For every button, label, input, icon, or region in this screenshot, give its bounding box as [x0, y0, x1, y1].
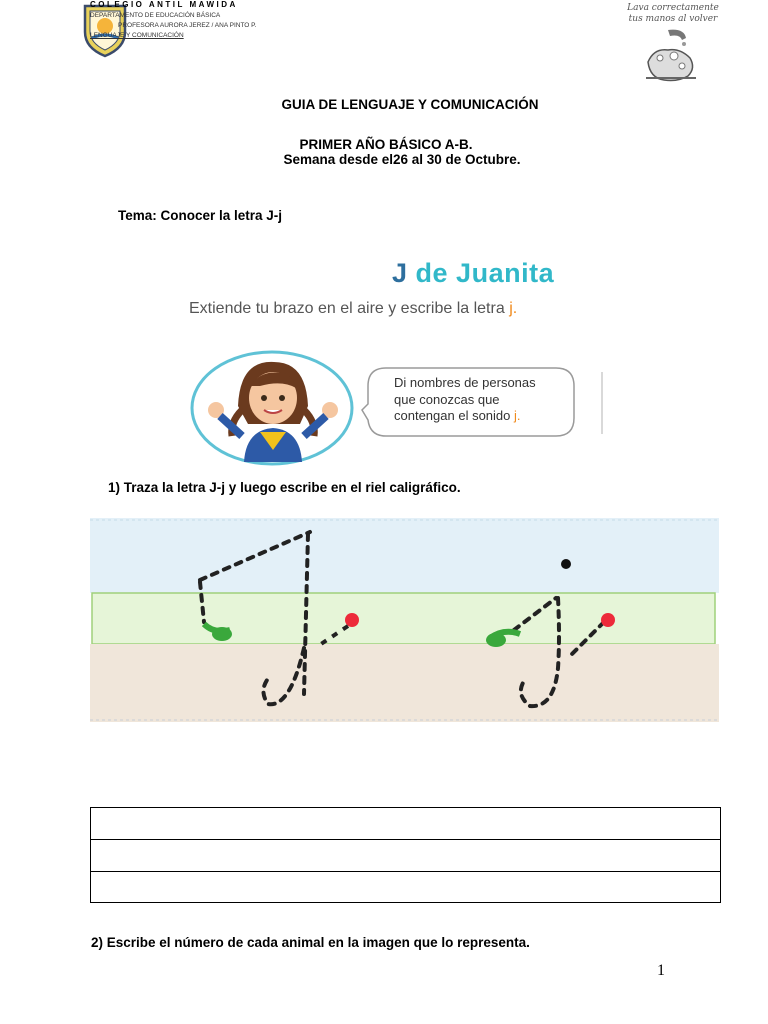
lesson-instruction-text: Extiende tu brazo en el aire y escribe la letra [189, 300, 505, 317]
school-name: COLEGIO ANTIL MAWIDA [90, 0, 238, 9]
handwashing-icon [638, 28, 704, 84]
hygiene-note [618, 3, 728, 25]
hygiene-note-line2: tus manos al volver [628, 14, 718, 24]
lesson-instruction-letter: j. [509, 300, 518, 317]
teachers-line: PROFESORA AURORA JEREZ / ANA PINTO P. [118, 22, 257, 29]
writing-line-1[interactable] [91, 808, 720, 840]
writing-line-2[interactable] [91, 840, 720, 872]
department-line: DEPARTAMENTO DE EDUCACIÓN BÁSICA [90, 12, 221, 19]
tracing-dot-j [561, 559, 571, 569]
bubble-line1: Di nombres de personas [394, 375, 536, 390]
school-crest-icon [82, 2, 128, 58]
exercise-2-instruction: 2) Escribe el número de cada animal en la imagen que lo representa. [91, 935, 530, 950]
bubble-line3 [394, 408, 536, 425]
lesson-instruction [189, 300, 517, 318]
letter-tracing-rail [90, 518, 719, 724]
bubble-text [394, 375, 536, 425]
hygiene-note-line1: Lava correctamente [627, 3, 719, 13]
document-title: GUIA DE LENGUAJE Y COMUNICACIÓN [281, 97, 539, 112]
week-line: Semana desde el26 al 30 de Octubre. [283, 152, 521, 167]
writing-line-3[interactable] [91, 872, 720, 904]
lesson-heading [392, 258, 554, 289]
topic-line: Tema: Conocer la letra J-j [118, 208, 283, 223]
exercise-1-instruction: 1) Traza la letra J-j y luego escribe en el riel caligráfico. [108, 480, 461, 495]
bubble-letter: j. [514, 408, 521, 423]
lesson-letter: J [392, 258, 408, 288]
divider-line [601, 372, 603, 434]
page-number: 1 [657, 962, 665, 979]
girl-illustration [190, 350, 356, 466]
writing-lines-table [90, 807, 721, 903]
tracing-start-dot-j [601, 613, 615, 627]
bubble-line3-text: contengan el sonido [394, 408, 511, 423]
bubble-line2: que conozcas que [394, 391, 500, 407]
grade-line: PRIMER AÑO BÁSICO A-B. [299, 137, 473, 152]
lesson-heading-rest: de Juanita [415, 258, 555, 288]
subject-line: LENGUAJE Y COMUNICACIÓN [90, 32, 184, 39]
